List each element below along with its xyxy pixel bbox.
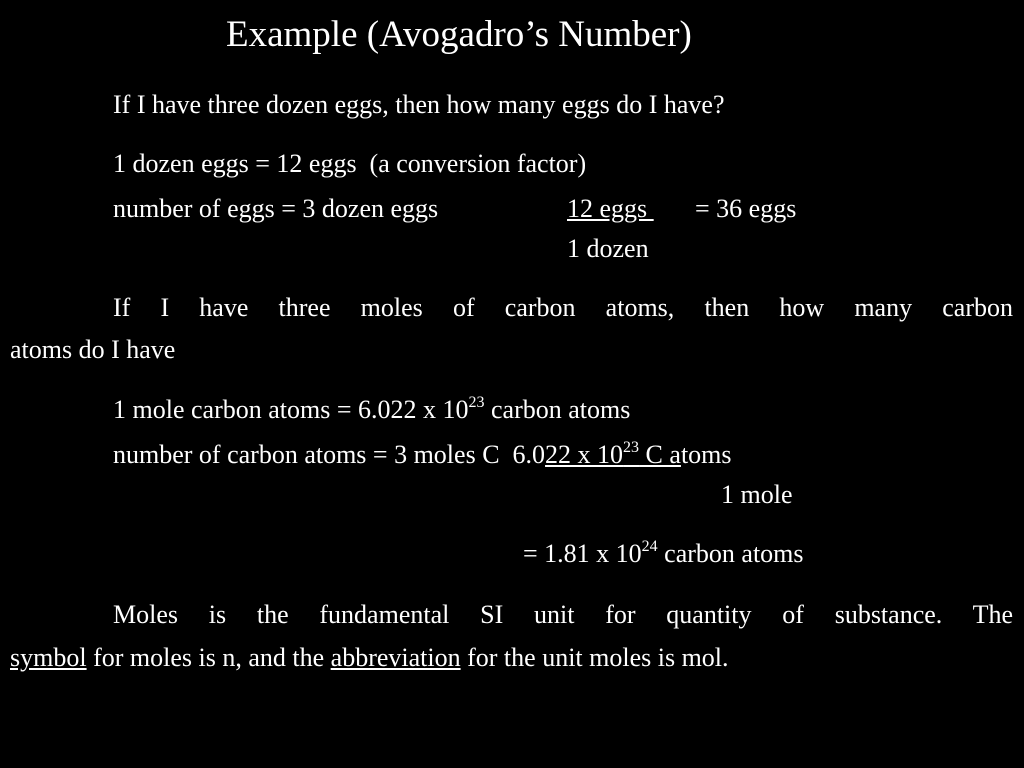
eggs-calc-denominator: 1 dozen (567, 234, 649, 263)
carbon-result-exponent: 24 (641, 538, 658, 555)
symbol-term: symbol (10, 643, 87, 672)
eggs-calc-numerator: 12 eggs (567, 194, 654, 223)
eggs-calc-result: = 36 eggs (695, 194, 797, 223)
carbon-factor-unit: carbon atoms (484, 395, 631, 424)
carbon-question-line2: atoms do I have (10, 335, 176, 364)
carbon-question-line1: If I have three moles of carbon atoms, then how many carbon (113, 293, 1013, 322)
abbreviation-term: abbreviation (330, 643, 461, 672)
eggs-question: If I have three dozen eggs, then how many eggs do I have? (113, 90, 725, 119)
carbon-result (523, 538, 804, 568)
eggs-calc-left: number of eggs = 3 dozen eggs (113, 194, 439, 223)
moles-paragraph-line1: Moles is the fundamental SI unit for quantity of substance. The (113, 600, 1013, 629)
carbon-conversion-factor (113, 394, 631, 424)
carbon-calc-numerator-tail: toms (680, 440, 732, 469)
carbon-calc-left: number of carbon atoms = 3 moles C 6.0 (113, 440, 546, 469)
moles-paragraph-line2: symbol for moles is n, and the abbreviation for the unit moles is mol. (10, 643, 729, 672)
eggs-conversion-factor: 1 dozen eggs = 12 eggs (a conversion factor) (113, 149, 587, 178)
carbon-calc-line (113, 439, 732, 469)
carbon-result-unit: carbon atoms (657, 539, 804, 568)
carbon-factor-text: 1 mole carbon atoms = 6.022 x 10 (113, 395, 469, 424)
slide-title: Example (Avogadro’s Number) (226, 14, 692, 55)
carbon-result-text: = 1.81 x 10 (523, 539, 642, 568)
carbon-calc-denominator: 1 mole (721, 480, 793, 509)
carbon-calc-numerator: 22 x $10^{23}$ C a (545, 439, 681, 469)
carbon-factor-exponent: 23 (468, 394, 485, 411)
